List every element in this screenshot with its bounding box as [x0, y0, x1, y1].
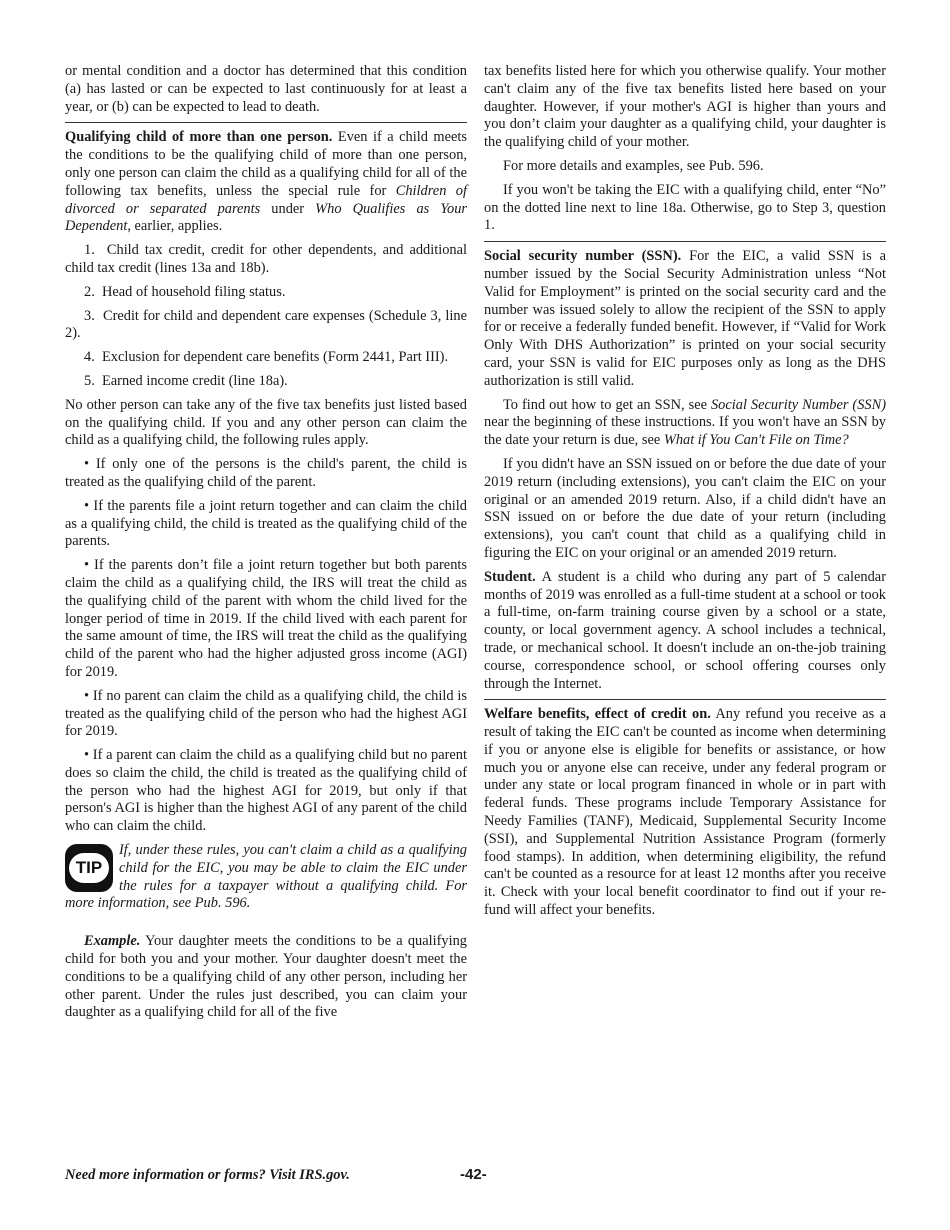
footer-irs-link-text: Need more information or forms? Visit IRS.gov.: [65, 1167, 350, 1183]
section-divider: [484, 699, 886, 700]
section-heading: Student.: [484, 568, 536, 585]
tip-icon: TIP: [65, 844, 113, 892]
wont-take-eic-paragraph: If you won't be taking the EIC with a qualifying child, enter “No” on the dotted line next to line 18a. Otherwise, go to Step 3, question 1.: [484, 181, 886, 234]
left-column: [65, 63, 467, 1028]
bullet-item: • If the parents don’t file a joint return together but both parents claim the child as a qualifying child, the IRS will treat the child as the qualifying child of the parent with whom the child lived for the longer period of time in 2019. If the child lived with each parent for the same amount of time, the IRS will treat the child as the qualifying child of the parent who had the higher adjusted gross income (AGI) for 2019.: [65, 557, 467, 680]
bullet-item: • If only one of the persons is the child's parent, the child is treated as the qualifying child of the parent.: [65, 456, 467, 490]
welfare-paragraph: Welfare benefits, effect of credit on. Any refund you receive as a result of taking the EIC can't be counted as income when determining if you or anyone else is eligible for benefits or assistance, or how much you or anyone else can receive, under any federal program or under any state or local program financed in whole or in part with federal funds. These programs include Temporary Assistance for Needy Families (TANF), Medicaid, Supplemental Security Income (SSI), and Supplemental Nutrition Assistance Program (formerly food stamps). In addition, when determining eligibility, the refund can't be counted as a resource for at least 12 months after you receive it. Check with your local benefit coordinator to find out if your refund will affect your benefits.: [484, 706, 886, 919]
tip-text: If, under these rules, you can't claim a child as a qualifying child for the EIC, you may be able to claim the EIC under the rules for a taxpayer without a qualifying child. For more information, see Pub. 596.: [65, 842, 467, 912]
example-paragraph: Example. Your daughter meets the conditions to be a qualifying child for both you and your mother. Your daughter doesn't meet the conditions to be a qualifying child of any other person, including her other parent. Under the rules just described, you can claim your daughter as a qualifying child for all of the five: [65, 933, 467, 1021]
bullet-item: • If the parents file a joint return together and can claim the child as a qualifying child, the child is treated as the qualifying child of the parents.: [65, 497, 467, 550]
tip-callout: [65, 842, 467, 913]
list-item: 1. Child tax credit, credit for other dependents, and additional child tax credit (lines 13a and 18b).: [65, 242, 467, 276]
section-heading: Social security number (SSN).: [484, 248, 682, 265]
list-item: 4. Exclusion for dependent care benefits (Form 2441, Part III).: [84, 349, 449, 366]
no-ssn-paragraph: If you didn't have an SSN issued on or before the due date of your 2019 return (including extensions), you can't claim the EIC on your original or an amended 2019 return. Also, if a child didn't have an SSN issued on or before the due date of your return (including extensions), you can't count that child as a qualifying child in figuring the EIC on your original or an amended 2019 return.: [484, 455, 886, 561]
bullet-item: • If no parent can claim the child as a qualifying child, the child is treated as the qualifying child of the person who had the highest AGI for 2019.: [65, 687, 467, 740]
list-item: 2. Head of household filing status.: [84, 283, 286, 300]
section-divider: [65, 122, 467, 123]
list-item: 5. Earned income credit (line 18a).: [84, 372, 288, 389]
ssn-paragraph: Social security number (SSN). For the EIC, a valid SSN is a number issued by the Social Security Administration unless “Not Valid for Employment” is printed on the social security card and the number was issued solely to allow the recipient of the SSN to apply for or receive a federally funded benefit. However, if “Valid for Work Only With DHS Authorization” is printed on your social security card, your SSN is valid for EIC purposes only as long as the DHS authorization is still valid.: [484, 248, 886, 389]
section-divider: [484, 241, 886, 242]
no-other-person-paragraph: No other person can take any of the five tax benefits just listed based on the qualifying child. If you and any other person can claim the child as a qualifying child, the following rules apply.: [65, 396, 467, 449]
paragraph-continued: tax benefits listed here for which you otherwise qualify. Your mother can't claim any of the five tax benefits listed here based on your daughter. However, if your mother's AGI is higher than yours and you don’t claim your daughter as a qualifying child, your daughter is the qualifying child of your mother.: [484, 63, 886, 151]
paragraph-continued: or mental condition and a doctor has determined that this condition (a) has lasted or can be expected to last continuously for at least a year, or (b) can be expected to lead to death.: [65, 63, 467, 115]
list-item: 3. Credit for child and dependent care expenses (Schedule 3, line 2).: [65, 307, 467, 342]
section-heading: Welfare benefits, effect of credit on.: [484, 706, 711, 723]
right-column: [484, 63, 886, 926]
more-details-paragraph: For more details and examples, see Pub. 596.: [503, 157, 764, 174]
to-find-ssn-paragraph: To find out how to get an SSN, see Social Security Number (SSN) near the beginning of these instructions. If you won't have an SSN by the date your return is due, see What if You Can't File on Time?: [484, 396, 886, 449]
page-number: -42-: [460, 1166, 487, 1183]
bullet-item: • If a parent can claim the child as a qualifying child but no parent does so claim the child, the child is treated as the qualifying child of the person who had the highest AGI for 2019, but only if that person's AGI is higher than the highest AGI of any parent of the child who can claim the child.: [65, 747, 467, 835]
section-heading: Qualifying child of more than one person.: [65, 129, 333, 146]
qualifying-child-paragraph: Qualifying child of more than one person. Even if a child meets the conditions to be the qualifying child of more than one person, only one person can claim the child as a qualifying child for all of the following tax benefits, unless the special rule for Children of divorced or separated parents under Who Qualifies as Your Dependent, earlier, applies.: [65, 129, 467, 235]
student-paragraph: Student. A student is a child who during any part of 5 calendar months of 2019 was enrolled as a full-time student at a school or took a full-time, on-farm training course given by a school or a state, county, or local government agency. A school includes a technical, trade, or mechanical school. It doesn't include an on-the-job training course, correspondence school, or school offering courses only through the Internet.: [484, 568, 886, 692]
